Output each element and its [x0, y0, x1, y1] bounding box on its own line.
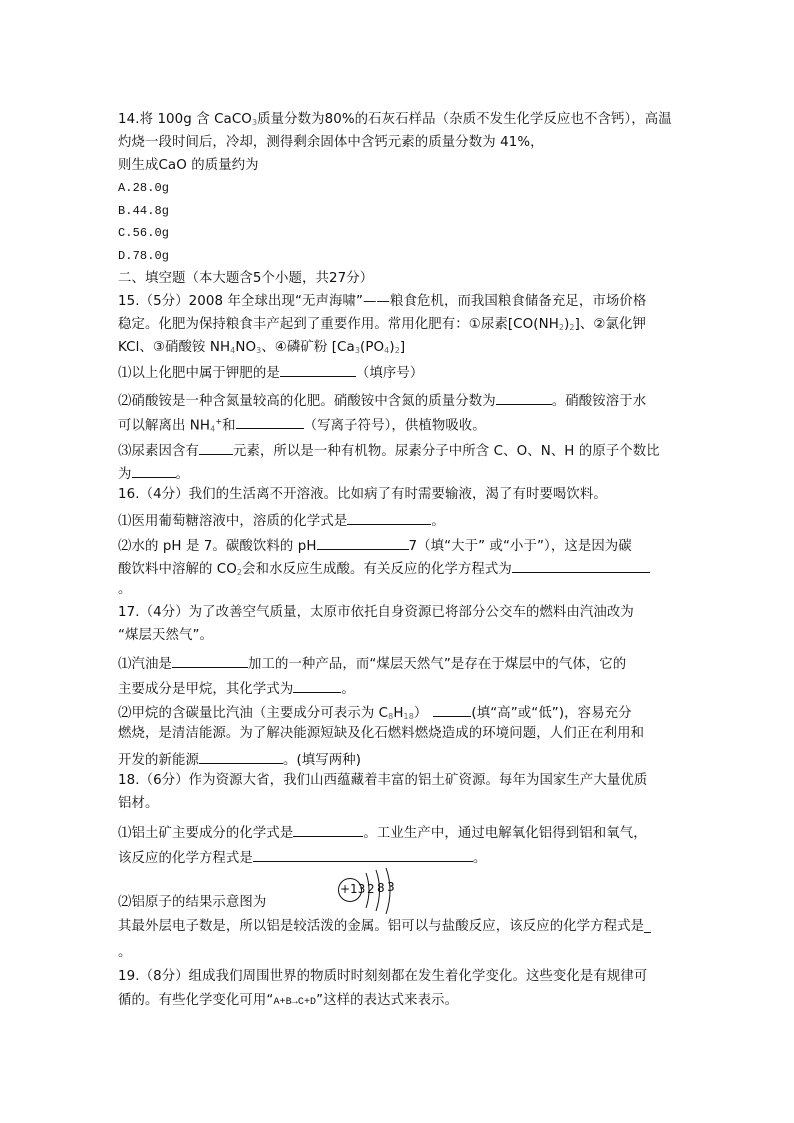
text: 酸饮料中溶解的 CO: [118, 562, 237, 577]
text: 元素，所以是一种有机物。尿素分子中所含 C、O、N、H 的原子个数比: [232, 444, 660, 459]
text: ⑴汽油是: [118, 657, 172, 672]
text: 开发的新能源: [118, 753, 199, 768]
text: 和: [222, 418, 236, 434]
text: 。(填写两种): [282, 753, 362, 768]
answer-blank[interactable]: [280, 362, 356, 377]
answer-blank[interactable]: [199, 440, 233, 455]
subscript: 4: [230, 346, 236, 355]
q15-line: 15.（5分）2008 年全球出现“无声海啸”——粮食危机，而我国粮食储备充足，市场价格: [118, 294, 647, 309]
q16-part2: [118, 535, 632, 556]
answer-blank[interactable]: [347, 510, 431, 525]
q19-line: [118, 992, 458, 1012]
superscript: +: [215, 417, 223, 426]
text: NO: [235, 340, 257, 355]
q14-line: 灼烧一段时间后，冷却，测得剩余固体中含钙元素的质量分数为 41%，: [118, 135, 544, 150]
option-c: C.56.0g: [118, 226, 170, 240]
text: 加工的一种产品，而“煤层天然气”是存在于煤层中的气体，它的: [247, 657, 627, 672]
q17-part2: [118, 749, 361, 770]
q16-part1: [118, 510, 445, 531]
text: ]、②氯化钾: [574, 317, 647, 332]
text: 。: [175, 467, 189, 482]
text: （填序号）: [355, 366, 424, 381]
text: （写离子符号），供植物吸收。: [303, 418, 486, 434]
text: ⑵硝酸铵是一种含氮量较高的化肥。硝酸铵中含氮的质量分数为: [118, 394, 496, 409]
text: 、④磷矿粉 [Ca: [261, 340, 355, 355]
q17-line: 燃烧，是清洁能源。为了解决能源短缺及化石燃料燃烧造成的环境问题，人们正在利用和: [118, 726, 645, 741]
q18-line: 铝材。: [118, 796, 159, 811]
q19-line: 19.（8分）组成我们周围世界的物质时时刻刻都在发生着化学变化。这些变化是有规律可: [118, 969, 648, 984]
text: ]: [399, 340, 406, 355]
q15-part3: [118, 463, 189, 484]
text: 循的。有些化学变化可用“: [118, 993, 274, 1008]
text: ⑴以上化肥中属于钾肥的是: [118, 366, 280, 381]
text: 。: [431, 514, 445, 529]
q14-line: [118, 111, 672, 132]
q17-part1: [118, 653, 626, 674]
q17-part2: [118, 702, 632, 726]
text: ”这样的表达式来表示。: [316, 993, 459, 1008]
q14-line: 则生成CaO 的质量约为: [118, 158, 259, 173]
text: H: [393, 706, 404, 721]
q16-line: 16.（4分）我们的生活离不开溶液。比如病了有时需要输液，渴了有时要喝饮料。: [118, 487, 607, 502]
text: (填“高”或“低”)，容易充分: [471, 706, 632, 721]
text: 。硝酸铵溶于水: [551, 394, 647, 409]
answer-blank[interactable]: [253, 847, 473, 862]
q18-part2: ⑵铝原子的结果示意图为: [118, 895, 267, 910]
subscript: 4: [384, 346, 390, 355]
text: 该反应的化学方程式是: [118, 851, 253, 866]
nucleus-charge: +13: [340, 882, 366, 896]
q18-part1: [118, 847, 486, 868]
shell-electrons: 2: [367, 882, 375, 896]
option-d: D.78.0g: [118, 249, 170, 263]
q15-part1: [118, 362, 423, 383]
text: (PO: [360, 340, 385, 355]
section-heading: 二、填空题（本大题含5个小题，共27分）: [118, 271, 374, 286]
text: ): [389, 340, 395, 355]
q18-part1: [118, 822, 647, 843]
text: ⑵甲烷的含碳量比汽油（主要成分可表示为 C: [118, 706, 389, 721]
text: 为: [118, 467, 132, 482]
q18-line: 其最外层电子数是，所以铝是较活泼的金属。铝可以与盐酸反应，该反应的化学方程式是_: [118, 919, 651, 934]
text: ): [564, 317, 570, 332]
text: 。: [341, 682, 355, 697]
text: KCl、③硝酸铵 NH: [118, 340, 231, 355]
text: ）: [413, 706, 428, 721]
subscript: 2: [394, 346, 400, 355]
q15-line: [118, 339, 405, 360]
q15-part2: [118, 390, 646, 411]
answer-blank[interactable]: [293, 678, 341, 693]
text: 稳定。化肥为保持粮食丰产起到了重要作用。常用化肥有：①尿素[CO(NH: [118, 317, 559, 332]
text: ⑶尿素因含有: [118, 444, 199, 459]
subscript: 4: [210, 424, 216, 434]
subscript: 2: [236, 568, 243, 577]
answer-blank[interactable]: [236, 414, 304, 429]
answer-blank[interactable]: [433, 702, 471, 717]
q16-part2: [118, 558, 650, 582]
subscript: 8: [388, 712, 394, 721]
q16-line: 。: [118, 582, 132, 597]
text: ⑴医用葡萄糖溶液中，溶质的化学式是: [118, 514, 348, 529]
answer-blank[interactable]: [512, 558, 650, 573]
answer-blank[interactable]: [317, 535, 409, 550]
answer-blank[interactable]: [293, 822, 363, 837]
option-a: A.28.0g: [118, 181, 170, 195]
text: 。: [472, 851, 487, 866]
text: ⑵水的 pH 是 7。碳酸饮料的 pH: [118, 539, 317, 554]
subscript: 3: [354, 346, 361, 355]
subscript: 3: [256, 346, 262, 355]
subscript: 2: [558, 323, 565, 332]
answer-blank[interactable]: [199, 749, 283, 764]
text: ⑴铝土矿主要成分的化学式是: [118, 826, 294, 841]
option-b: B.44.8g: [118, 204, 170, 218]
subscript: 18: [403, 712, 414, 721]
aluminum-atom-diagram: [336, 868, 416, 914]
text: 会和水反应生成酸。有关反应的化学方程式为: [242, 562, 512, 577]
text: 可以解离出 NH: [118, 418, 211, 434]
reaction-formula: A+B→C+D: [273, 997, 317, 1008]
q15-line: [118, 316, 646, 337]
subscript: 3: [251, 118, 258, 127]
q17-line: “煤层天然气”。: [118, 628, 214, 643]
text: 。工业生产中，通过电解氧化铝得到铝和氧气，: [363, 826, 647, 841]
q18-line: 18.（6分）作为资源大省，我们山西蕴藏着丰富的铝土矿资源。每年为国家生产大量优质: [118, 773, 648, 788]
text: 14.将 100g 含 CaCO: [118, 112, 252, 127]
q18-line: 。: [118, 945, 132, 960]
shell-electrons: 3: [387, 880, 395, 894]
answer-blank[interactable]: [132, 463, 176, 478]
q17-line: 17.（4分）为了改善空气质量，太原市依托自身资源已将部分公交车的燃料由汽油改为: [118, 605, 634, 620]
q15-part3: [118, 440, 660, 461]
subscript: 2: [569, 323, 575, 332]
text: 主要成分是甲烷，其化学式为: [118, 682, 294, 697]
answer-blank[interactable]: [172, 653, 248, 668]
q17-part1: [118, 678, 355, 699]
answer-blank[interactable]: [496, 390, 552, 405]
text: 质量分数为80%的石灰石样品（杂质不发生化学反应也不含钙），高温: [257, 112, 672, 127]
text: 7（填“大于” 或“小于”），这是因为碳: [408, 539, 632, 554]
q15-part2: [118, 413, 486, 438]
shell-electrons: 8: [377, 881, 385, 895]
